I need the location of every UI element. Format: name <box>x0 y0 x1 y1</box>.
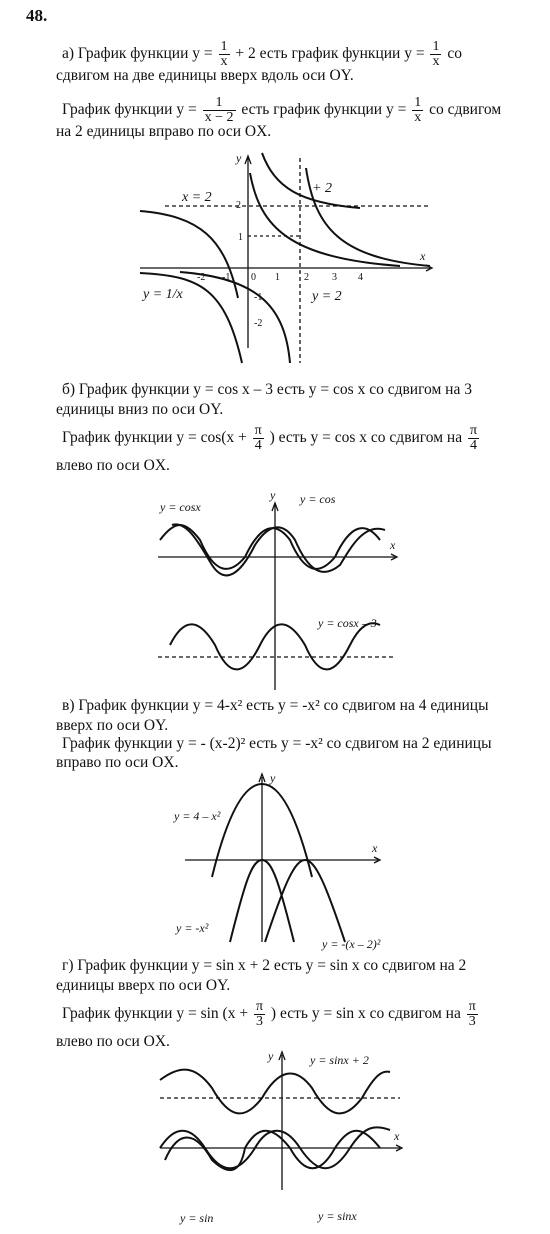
tick-0: 0 <box>251 272 256 283</box>
label-y-minus-x-minus-2-squared: y = -(x – 2)² <box>322 937 381 951</box>
fraction-1-over-x: $\frac{1}{x}$ <box>414 95 422 125</box>
tick-minus2: -2 <box>197 272 206 283</box>
label-y-cosx: y = cosx <box>160 500 201 514</box>
label-y-sinx: y = sinx <box>318 1209 357 1223</box>
axis-y-label: y <box>236 151 242 165</box>
part-b-line1: б) График функции y = cos x – 3 есть y = cos x со сдвигом на 3 <box>62 381 472 398</box>
part-a-line1: а) График функции y = $\frac{1}{x}$ + 2 есть график функции y = $\frac{1}{x}$ со <box>62 39 462 69</box>
part-v-line1: в) График функции y = 4-x² есть y = -x² со сдвигом на 4 единицы <box>62 697 489 714</box>
part-g-line3: График функции y = sin (x + $\frac{\pi}{3}$ ) есть y = sin x со сдвигом на $\frac{\pi}{3}$ <box>62 999 476 1029</box>
part-a-line3: График функции y = $\frac{1}{x - 2}$ есть график функции y = $\frac{1}{x}$ со сдвигом <box>62 95 502 125</box>
fraction-pi-over-3: $\frac{\pi}{3}$ <box>255 999 264 1029</box>
part-b-line3: График функции y = cos(x + $\frac{\pi}{4}$ ) есть y = cos x со сдвигом на $\frac{\pi}{4}$ <box>62 423 478 453</box>
graph-parabolas <box>0 772 550 957</box>
fraction-pi-over-4: $\frac{\pi}{4}$ <box>254 423 262 453</box>
tick-1: 1 <box>275 272 280 283</box>
label-y-sin-shift: y = sin <box>180 1211 214 1225</box>
tick-ym2: -2 <box>254 318 263 329</box>
tick-ym1: -1 <box>254 292 263 303</box>
part-v-line3: График функции y = - (x-2)² есть y = -x² со сдвигом на 2 единицы <box>62 735 492 752</box>
fraction-pi-over-4: $\frac{\pi}{4}$ <box>469 423 478 453</box>
fraction-1-over-x: $\frac{1}{x}$ <box>432 39 440 69</box>
axis-y-label: y <box>270 488 276 502</box>
axis-x-label: x <box>372 841 378 855</box>
label-x-equals-2: x = 2 <box>182 190 212 205</box>
part-a-line2: сдвигом на две единицы вверх вдоль оси OY. <box>56 67 354 84</box>
tick-4: 4 <box>358 272 363 283</box>
axis-y-label: y <box>268 1049 274 1063</box>
part-v-line2: вверх по оси OY. <box>56 717 169 734</box>
problem-number: 48. <box>26 6 48 25</box>
label-y-1-over-x: y = 1/x <box>143 287 183 302</box>
tick-3: 3 <box>332 272 337 283</box>
axis-x-label: x <box>390 538 396 552</box>
fraction-1-over-x: $\frac{1}{x}$ <box>220 39 228 69</box>
label-plus-2: + 2 <box>312 181 332 196</box>
fraction-pi-over-3: $\frac{\pi}{3}$ <box>468 999 476 1029</box>
tick-y1: 1 <box>238 232 243 243</box>
graph-sine <box>0 1050 550 1230</box>
part-a-line4: на 2 единицы вправо по оси OX. <box>56 123 272 140</box>
label-y-cosx-minus-3: y = cosx – 3 <box>318 616 377 630</box>
fraction-1-over-x-minus-2: $\frac{1}{x - 2}$ <box>204 95 234 125</box>
tick-2: 2 <box>304 272 309 283</box>
part-g-line4: влево по оси OX. <box>56 1033 170 1050</box>
part-b-line4: влево по оси OX. <box>56 457 170 474</box>
graph-cosine <box>0 485 550 695</box>
axis-y-label: y <box>270 771 276 785</box>
part-b-line2: единицы вниз по оси OY. <box>56 401 224 418</box>
label-y-4-minus-x2: y = 4 – x² <box>174 809 221 823</box>
label-y-minus-x2: y = -x² <box>176 921 209 935</box>
tick-y2: 2 <box>236 200 241 211</box>
graph-hyperbolas <box>0 148 550 378</box>
label-y-equals-2: y = 2 <box>312 289 342 304</box>
axis-x-label: x <box>394 1129 400 1143</box>
label-y-sinx-plus-2: y = sinx + 2 <box>310 1053 369 1067</box>
label-y-cos-shift: y = cos <box>300 492 336 506</box>
part-g-line2: единицы вверх по оси OY. <box>56 977 231 994</box>
part-v-line4: вправо по оси OX. <box>56 754 179 771</box>
tick-minus1: -1 <box>222 272 231 283</box>
axis-x-label: x <box>420 249 426 263</box>
part-g-line1: г) График функции y = sin x + 2 есть y = sin x со сдвигом на 2 <box>62 957 467 974</box>
